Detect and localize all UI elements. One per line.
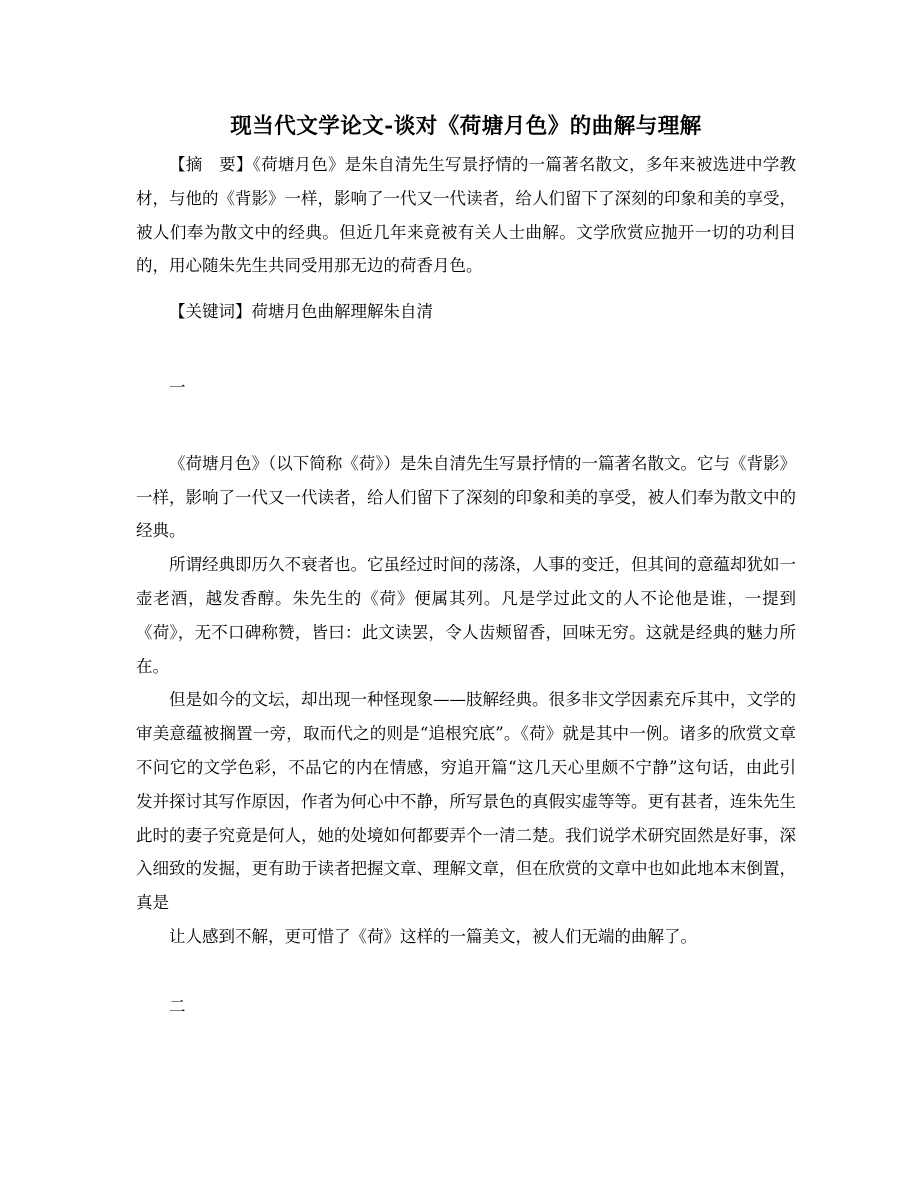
keywords-line: 【关键词】荷塘月色曲解理解朱自清 [169, 302, 433, 322]
section-heading-1: 一 [169, 377, 186, 397]
spacer [136, 405, 796, 447]
document-title: 现当代文学论文-谈对《荷塘月色》的曲解与理解 [230, 114, 702, 139]
abstract-paragraph: 【摘 要】《荷塘月色》是朱自清先生写景抒情的一篇著名散文，多年来被选进中学教材，与他的《背影》一样，影响了一代又一代读者，给人们留下了深刻的印象和美的享受，被人们奉为散文中的经典。但近几年来竟被有关人士曲解。文学欣赏应抛开一切的功利目的，用心随朱先生共同受用那无边的荷香月色。 [136, 155, 796, 276]
spacer [136, 283, 796, 295]
spacer [136, 954, 796, 990]
body-paragraph: 所谓经典即历久不衰者也。它虽经过时间的荡涤，人事的变迁，但其间的意蕴却犹如一壶老酒，越发香醇。朱先生的《荷》便属其列。凡是学过此文的人不论他是谁，一提到《荷》，无不口碑称赞，皆曰：此文读罢，令人齿颊留香，回味无穷。这就是经典的魅力所在。 [136, 555, 796, 676]
document-page [136, 108, 796, 1024]
section-heading-2: 二 [169, 996, 186, 1016]
spacer [136, 329, 796, 371]
body-paragraph: 让人感到不解，更可惜了《荷》这样的一篇美文，被人们无端的曲解了。 [169, 926, 697, 946]
body-paragraph: 《荷塘月色》（以下简称《荷》）是朱自清先生写景抒情的一篇著名散文。它与《背影》一样，影响了一代又一代读者，给人们留下了深刻的印象和美的享受，被人们奉为散文中的经典。 [136, 453, 796, 541]
body-paragraph: 但是如今的文坛，却出现一种怪现象——肢解经典。很多非文学因素充斥其中，文学的审美意蕴被搁置一旁，取而代之的则是“追根究底”。《荷》就是其中一例。诸多的欣赏文章不问它的文学色彩，不品它的内在情感，穷追开篇“这几天心里颇不宁静”这句话，由此引发并探讨其写作原因，作者为何心中不静，所写景色的真假实虚等等。更有甚者，连朱先生此时的妻子究竟是何人，她的处境如何都要弄个一清二楚。我们说学术研究固然是好事，深入细致的发掘，更有助于读者把握文章、理解文章，但在欣赏的文章中也如此地本末倒置，真是 [136, 690, 796, 913]
